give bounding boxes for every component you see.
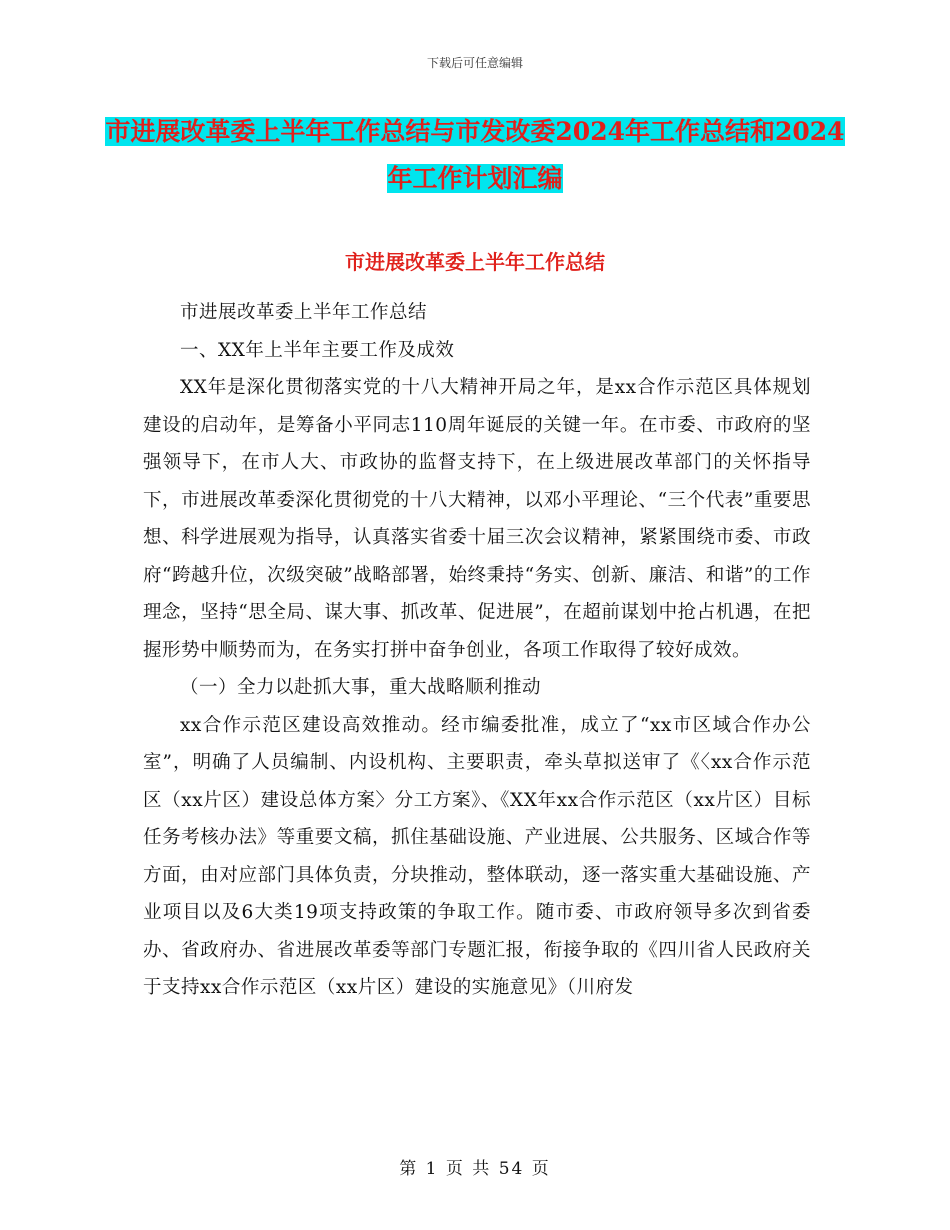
document-title-block bbox=[100, 110, 850, 204]
body-paragraph: 一、XX年上半年主要工作及成效 bbox=[180, 339, 455, 361]
section-title: 市进展改革委上半年工作总结 bbox=[345, 250, 605, 274]
document-body bbox=[143, 294, 811, 1007]
page-footer: 第 1 页 共 54 页 bbox=[399, 1159, 551, 1179]
page-header-note: 下载后可任意编辑 bbox=[426, 56, 523, 70]
body-paragraph: XX年是深化贯彻落实党的十八大精神开局之年，是xx合作示范区具体规划建设的启动年，是筹备小平同志110周年诞辰的关键一年。在市委、市政府的坚强领导下，在市人大、市政协的监督支持下，在上级进展改革部门的关怀指导下，市进展改革委深化贯彻党的十八大精神，以邓小平理论、“三个代表”重要思想、科学进展观为指导，认真落实省委十届三次会议精神，紧紧围绕市委、市政府“跨越升位，次级突破”战略部署，始终秉持“务实、创新、廉洁、和谐”的工作理念，坚持“思全局、谋大事、抓改革、促进展”，在超前谋划中抢占机遇，在把握形势中顺势而为，在务实打拼中奋争创业，各项工作取得了较好成效。 bbox=[143, 377, 811, 661]
document-title: 市进展改革委上半年工作总结与市发改委2024年工作总结和2024年工作计划汇编 bbox=[105, 117, 845, 193]
body-paragraph: 市进展改革委上半年工作总结 bbox=[180, 302, 428, 323]
body-paragraph: xx合作示范区建设高效推动。经市编委批准，成立了“xx市区域合作办公室”，明确了人员编制、内设机构、主要职责，牵头草拟送审了《〈xx合作示范区（xx片区）建设总体方案〉分工方案》、《XX年xx合作示范区（xx片区）目标任务考核办法》等重要文稿，抓住基础设施、产业进展、公共服务、区域合作等方面，由对应部门具体负责，分块推动，整体联动，逐一落实重大基础设施、产业项目以及6大类19项支持政策的争取工作。随市委、市政府领导多次到省委办、省政府办、省进展改革委等部门专题汇报，衔接争取的《四川省人民政府关于支持xx合作示范区（xx片区）建设的实施意见》（川府发 bbox=[143, 714, 811, 998]
body-paragraph: （一）全力以赴抓大事，重大战略顺利推动 bbox=[180, 677, 542, 698]
